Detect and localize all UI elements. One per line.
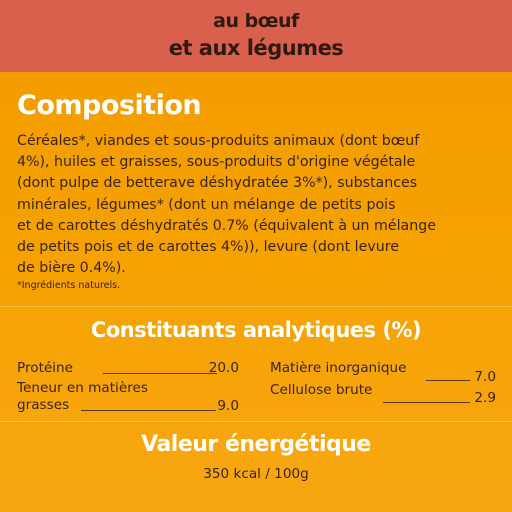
analytical-row-protein [17, 360, 239, 378]
energy-title: Valeur énergétique [141, 432, 371, 457]
section-divider [0, 306, 512, 307]
composition-line: (dont pulpe de betterave déshydratée 3%*), substances [17, 175, 418, 192]
composition-line: de petits pois et de carottes 4%)), levure (dont levure [17, 239, 399, 256]
protein-label: Protéine [17, 360, 74, 376]
composition-line: 4%), huiles et graisses, sous-produits d'origine végétale [17, 154, 416, 171]
composition-text [17, 131, 487, 279]
flavor-line-1: au bœuf [213, 10, 299, 32]
fibre-label: Cellulose brute [270, 382, 373, 398]
fibre-value: 2.9 [474, 390, 496, 406]
composition-line: Céréales*, viandes et sous-produits animaux (dont bœuf [17, 133, 420, 149]
flavor-line-2: et aux légumes [168, 36, 344, 60]
ash-value: 7.0 [474, 369, 496, 385]
leader-line [426, 380, 470, 381]
leader-line [383, 402, 470, 403]
ingredients-footnote: *Ingrédients naturels. [17, 280, 121, 291]
section-divider [0, 421, 512, 422]
fat-value: 9.0 [217, 398, 239, 414]
fat-label-line2: grasses [17, 397, 70, 413]
protein-value: 20.0 [208, 360, 239, 376]
analytical-row-fat [17, 380, 239, 416]
composition-title: Composition [17, 90, 202, 121]
composition-line: minérales, légumes* (dont un mélange de petits pois [17, 196, 396, 213]
flavor-banner [0, 0, 512, 72]
composition-line: et de carottes déshydratés 0.7% (équivalent à un mélange [17, 217, 436, 234]
leader-line [81, 410, 216, 411]
analytical-title: Constituants analytiques (%) [90, 318, 422, 342]
energy-value: 350 kcal / 100g [203, 466, 309, 482]
composition-line: de bière 0.4%). [17, 260, 126, 277]
leader-line [103, 373, 217, 374]
analytical-row-fibre [270, 382, 496, 410]
ash-label: Matière inorganique [270, 360, 407, 376]
fat-label-line1: Teneur en matières [17, 380, 148, 396]
